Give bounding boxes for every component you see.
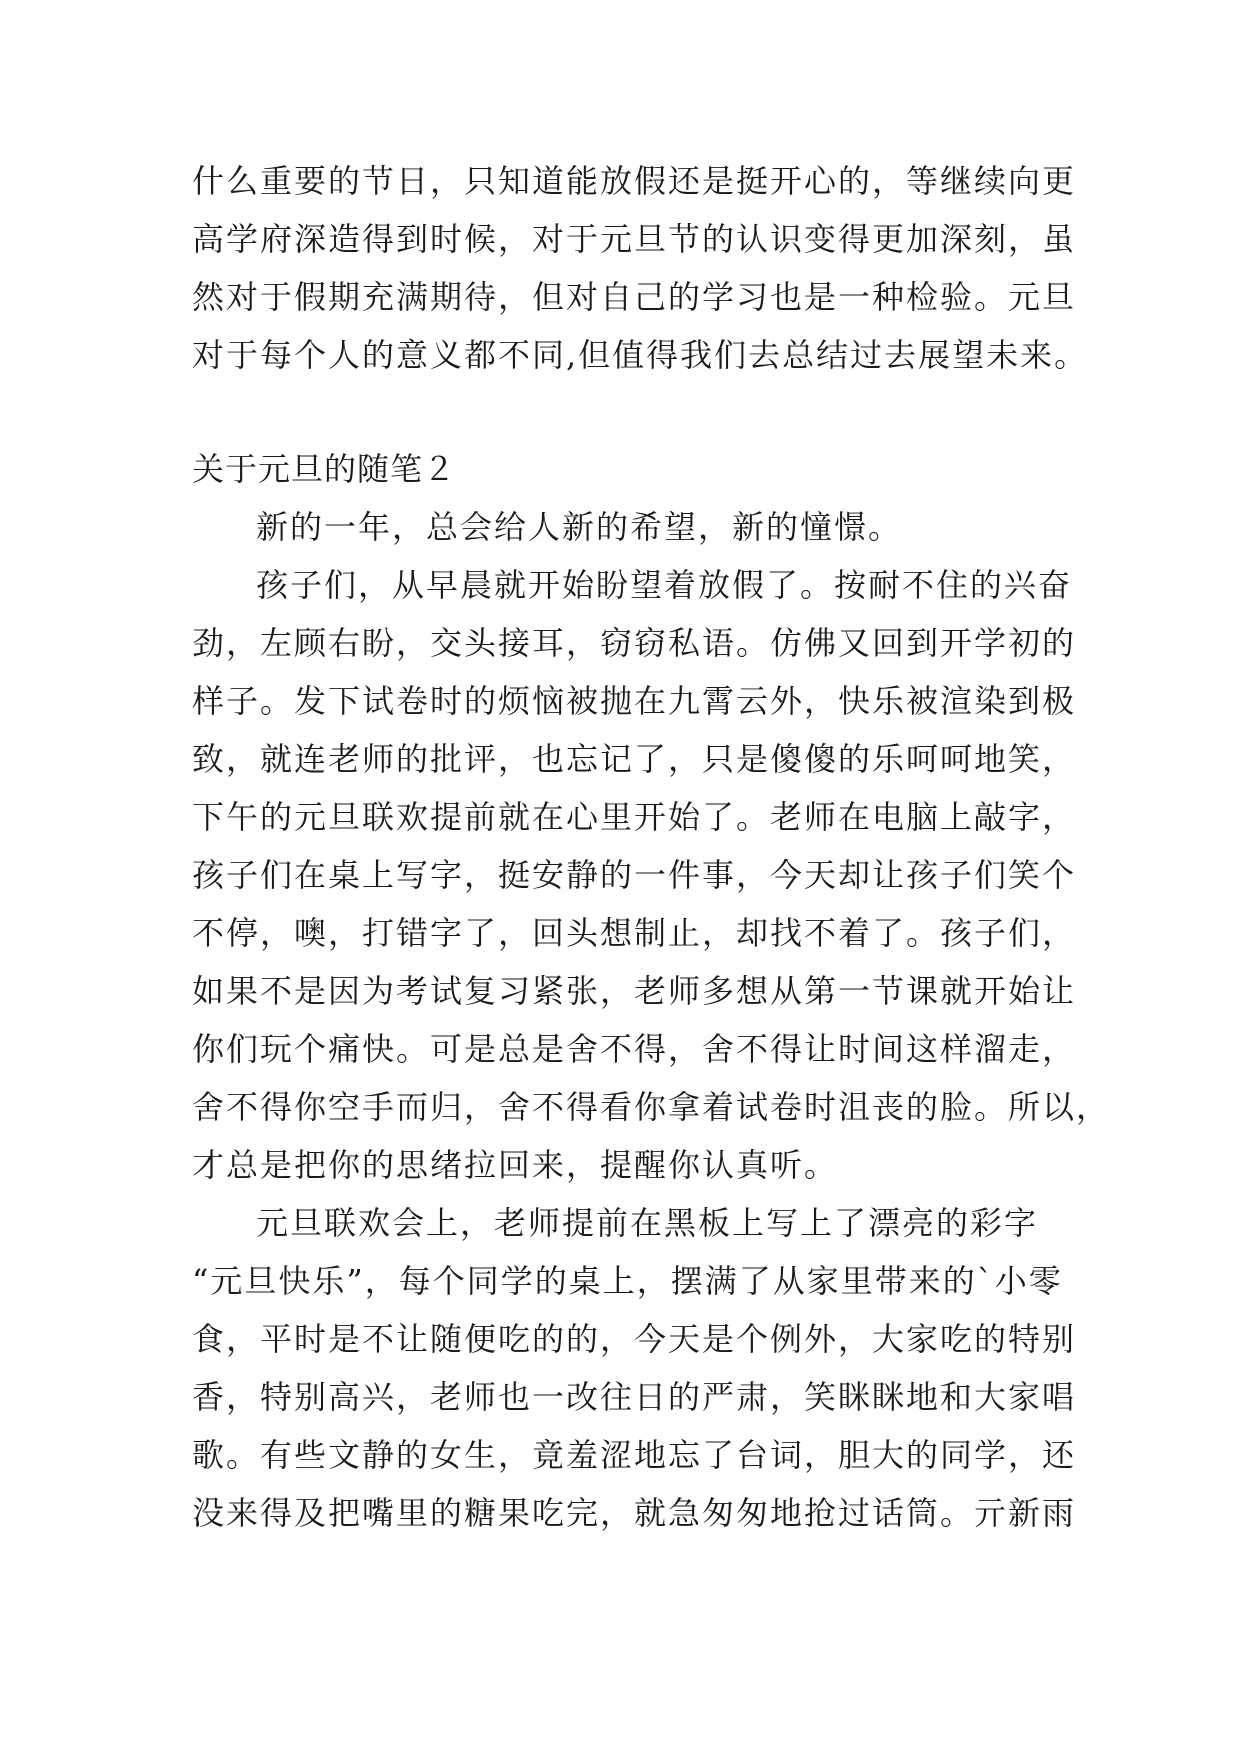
text-line: 然对于假期充满期待，但对自己的学习也是一种检验。元旦: [192, 278, 1077, 316]
text-line: 没来得及把嘴里的糖果吃完，就急匆匆地抢过话筒。亓新雨: [192, 1494, 1077, 1532]
text-line: 你们玩个痛快。可是总是舍不得，舍不得让时间这样溜走，: [192, 1030, 1077, 1068]
text-line: 高学府深造得到时候，对于元旦节的认识变得更加深刻，虽: [192, 220, 1077, 258]
text-line: 孩子们，从早晨就开始盼望着放假了。按耐不住的兴奋: [256, 566, 1073, 604]
paragraph-continued: [192, 152, 1089, 384]
text-line: 什么重要的节日，只知道能放假还是挺开心的，等继续向更: [192, 162, 1077, 200]
document-body: [192, 152, 1111, 1542]
text-line: 孩子们在桌上写字，挺安静的一件事，今天却让孩子们笑个: [192, 856, 1077, 894]
text-line: “元旦快乐”，每个同学的桌上，摆满了从家里带来的`小零: [192, 1262, 1063, 1300]
text-line: 元旦联欢会上，老师提前在黑板上写上了漂亮的彩字: [256, 1204, 1039, 1242]
text-line: 致，就连老师的批评，也忘记了，只是傻傻的乐呵呵地笑，: [192, 740, 1077, 778]
paragraph-2: [192, 556, 1111, 1194]
text-line: 样子。发下试卷时的烦恼被抛在九霄云外，快乐被渲染到极: [192, 682, 1077, 720]
section-gap: [192, 384, 1072, 440]
text-line: 劲，左顾右盼，交头接耳，窃窃私语。仿佛又回到开学初的: [192, 624, 1077, 662]
section-heading: 关于元旦的随笔２: [192, 450, 457, 488]
text-line: 才总是把你的思绪拉回来，提醒你认真听。: [192, 1146, 839, 1184]
paragraph-1: [192, 498, 1072, 556]
text-line: 食，平时是不让随便吃的的，今天是个例外，大家吃的特别: [192, 1320, 1077, 1358]
text-line: 舍不得你空手而归，舍不得看你拿着试卷时沮丧的脸。所以，: [192, 1088, 1111, 1126]
text-line: 歌。有些文静的女生，竟羞涩地忘了台词，胆大的同学，还: [192, 1436, 1077, 1474]
text-line: 对于每个人的意义都不同,但值得我们去总结过去展望未来。: [192, 336, 1089, 374]
paragraph-3: [192, 1194, 1077, 1542]
text-line: 不停，噢，打错字了，回头想制止，却找不着了。孩子们，: [192, 914, 1077, 952]
text-line: 香，特别高兴，老师也一改往日的严肃，笑眯眯地和大家唱: [192, 1378, 1077, 1416]
text-line: 新的一年，总会给人新的希望，新的憧憬。: [256, 508, 903, 546]
text-line: 如果不是因为考试复习紧张，老师多想从第一节课就开始让: [192, 972, 1077, 1010]
text-line: 下午的元旦联欢提前就在心里开始了。老师在电脑上敲字，: [192, 798, 1077, 836]
